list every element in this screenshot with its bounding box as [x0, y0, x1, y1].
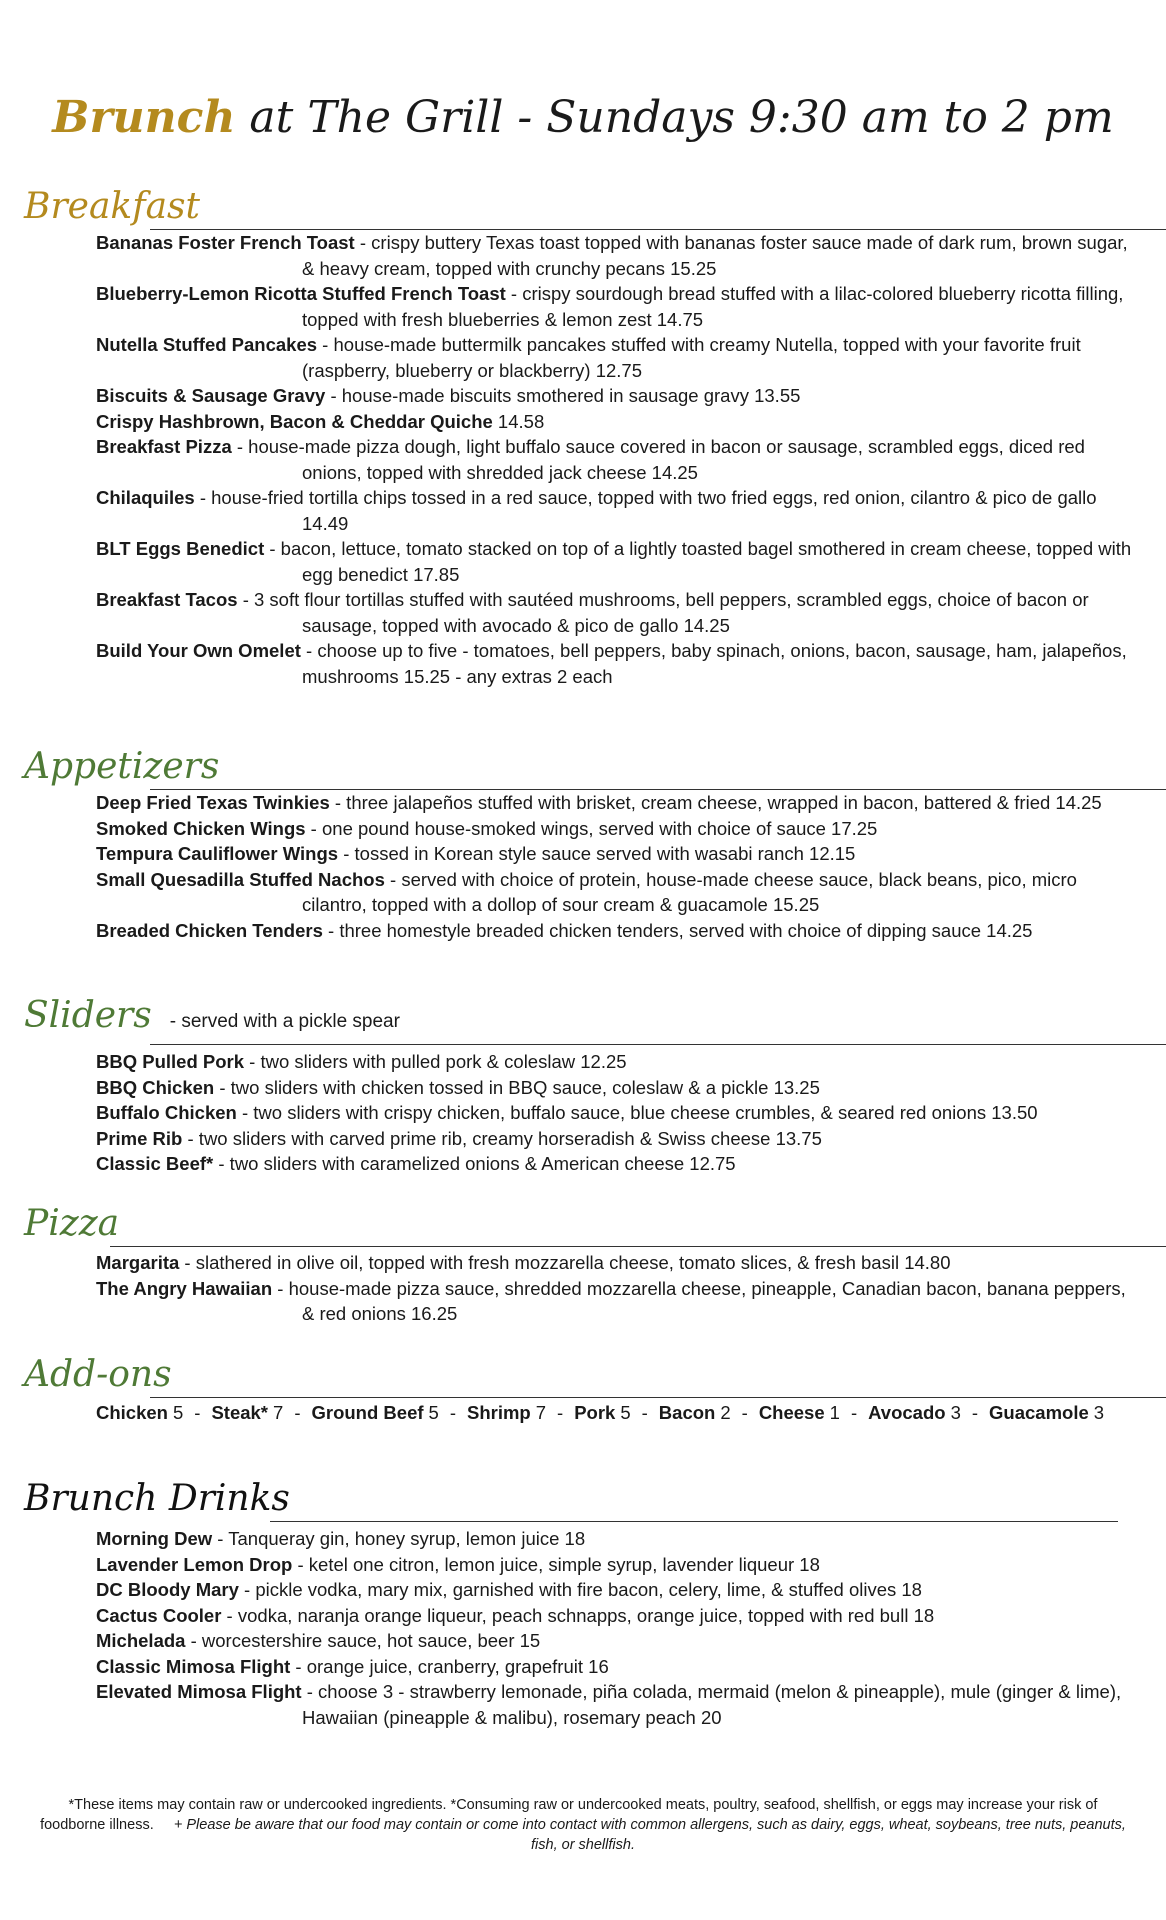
appetizers-list: [0, 790, 1166, 943]
item-description: - two sliders with carved prime rib, creamy horseradish & Swiss cheese 13.75: [182, 1127, 822, 1149]
item-description: - worcestershire sauce, hot sauce, beer 15: [185, 1630, 541, 1651]
menu-item: [96, 409, 1136, 435]
item-description: - served with choice of protein, house-made cheese sauce, black beans, pico, micro cilantro, topped with a dollop of sour cream & guacamole 15.25: [302, 868, 1077, 915]
addon-separator: -: [741, 1402, 748, 1423]
item-description: - two sliders with pulled pork & coleslaw 12.25: [244, 1051, 627, 1072]
menu-item: [96, 1628, 1136, 1654]
addon-price: 5: [172, 1402, 184, 1423]
item-description: - three homestyle breaded chicken tenders, served with choice of dipping sauce 14.25: [322, 919, 1033, 941]
item-description: - one pound house-smoked wings, served with choice of sauce 17.25: [305, 817, 878, 839]
item-description: - house-fried tortilla chips tossed in a red sauce, topped with two fried eggs, red onion, cilantro & pico de gallo 14.49: [194, 487, 1097, 534]
addon-price: 7: [535, 1402, 547, 1423]
item-name: Small Quesadilla Stuffed Nachos: [96, 868, 385, 890]
addon-price: 5: [428, 1402, 439, 1423]
item-name: Buffalo Chicken: [96, 1102, 237, 1123]
item-description: - three jalapeños stuffed with brisket, cream cheese, wrapped in bacon, battered & fried 14.25: [329, 792, 1102, 813]
item-name: Biscuits & Sausage Gravy: [96, 385, 326, 406]
breakfast-list: [0, 230, 1166, 689]
item-name: Nutella Stuffed Pancakes: [96, 334, 318, 355]
addon-name: Pork: [574, 1402, 616, 1423]
menu-item: [96, 1654, 1136, 1680]
menu-item: [96, 1075, 1136, 1101]
item-description: - house-made buttermilk pancakes stuffed with creamy Nutella, topped with your favorite fruit (raspberry, blueberry or blackberry) 12.75: [302, 334, 1081, 381]
menu-item: [96, 587, 1136, 638]
addons-heading: Add-ons: [24, 1354, 172, 1395]
divider: [150, 1397, 1166, 1398]
item-name: Smoked Chicken Wings: [96, 817, 306, 839]
item-description: - pickle vodka, mary mix, garnished with fire bacon, celery, lime, & stuffed olives 18: [238, 1579, 922, 1600]
item-name: Breakfast Pizza: [96, 436, 232, 457]
addon-name: Steak*: [211, 1402, 269, 1423]
addon-separator: -: [557, 1402, 564, 1423]
menu-item: [96, 1049, 1136, 1075]
menu-item: [96, 1552, 1136, 1578]
item-name: Classic Mimosa Flight: [96, 1655, 291, 1677]
item-description: - 3 soft flour tortillas stuffed with sautéed mushrooms, bell peppers, scrambled eggs, choice of bacon or sausage, topped with avocado & pico de gallo 14.25: [237, 589, 1089, 636]
item-name: Margarita: [96, 1252, 180, 1273]
item-description: - tossed in Korean style sauce served with wasabi ranch 12.15: [338, 843, 856, 864]
item-name: The Angry Hawaiian: [96, 1277, 273, 1299]
menu-item: [96, 1679, 1136, 1730]
breakfast-heading: Breakfast: [24, 186, 200, 227]
item-name: Chilaquiles: [96, 487, 195, 508]
addon-name: Avocado: [868, 1402, 946, 1423]
item-name: Lavender Lemon Drop: [96, 1553, 293, 1575]
divider: [150, 1044, 1166, 1045]
divider: [150, 229, 1166, 230]
menu-item: [96, 816, 1136, 842]
item-name: Deep Fried Texas Twinkies: [96, 792, 330, 813]
item-name: Tempura Cauliflower Wings: [96, 843, 339, 864]
item-description: - Tanqueray gin, honey syrup, lemon juice 18: [212, 1528, 586, 1549]
addon-separator: -: [194, 1402, 201, 1423]
menu-item: [96, 332, 1136, 383]
drinks-list: [0, 1526, 1166, 1730]
item-description: - house-made pizza dough, light buffalo sauce covered in bacon or sausage, scrambled eggs, diced red onions, topped with shredded jack cheese 14.25: [231, 436, 1085, 483]
addon-price: 5: [620, 1402, 631, 1423]
menu-item: [96, 1126, 1136, 1152]
item-name: BBQ Pulled Pork: [96, 1051, 245, 1072]
item-description: - bacon, lettuce, tomato stacked on top of a lightly toasted bagel smothered in cream cheese, topped with egg benedict 17.85: [264, 538, 1132, 585]
addon-separator: -: [971, 1402, 979, 1423]
addons-row: [96, 1400, 1166, 1426]
item-description: - ketel one citron, lemon juice, simple syrup, lavender liqueur 18: [292, 1553, 820, 1575]
item-name: Blueberry-Lemon Ricotta Stuffed French Toast: [96, 283, 506, 304]
disclaimer-raw: *These items may contain raw or undercooked ingredients. *Consuming raw or undercooked meats, poultry, seafood, shellfish, or eggs may increase your risk of foodborne illness.: [40, 1797, 1098, 1833]
item-name: BLT Eggs Benedict: [96, 538, 265, 559]
addon-separator: -: [294, 1402, 301, 1423]
item-description: - two sliders with chicken tossed in BBQ sauce, coleslaw & a pickle 13.25: [214, 1076, 820, 1098]
item-name: Elevated Mimosa Flight: [96, 1681, 302, 1702]
addons-section: [0, 1352, 1166, 1426]
addon-price: 3: [1093, 1402, 1105, 1423]
menu-item: [96, 485, 1136, 536]
item-description: - orange juice, cranberry, grapefruit 16: [290, 1655, 609, 1677]
item-description: - house-made biscuits smothered in sausage gravy 13.55: [325, 385, 801, 406]
item-description: - house-made pizza sauce, shredded mozzarella cheese, pineapple, Canadian bacon, banana peppers, & red onions 16.25: [272, 1277, 1126, 1324]
item-name: BBQ Chicken: [96, 1076, 215, 1098]
item-description: - vodka, naranja orange liqueur, peach schnapps, orange juice, topped with red bull 18: [221, 1604, 935, 1626]
divider: [110, 1246, 1166, 1247]
addon-price: 3: [950, 1402, 961, 1423]
addon-name: Shrimp: [466, 1402, 531, 1423]
item-description: - crispy buttery Texas toast topped with bananas foster sauce made of dark rum, brown sugar, & heavy cream, topped with crunchy pecans 15.25: [302, 232, 1128, 279]
menu-item: [96, 383, 1136, 409]
addon-price: 2: [720, 1402, 731, 1423]
divider: [270, 1521, 1118, 1522]
sliders-list: [0, 1049, 1166, 1177]
menu-item: [96, 867, 1136, 918]
item-name: Michelada: [96, 1630, 186, 1651]
pizza-list: [0, 1250, 1166, 1327]
divider: [150, 789, 1166, 790]
item-name: Prime Rib: [96, 1127, 183, 1149]
menu-item: [96, 1151, 1136, 1177]
title-accent: Brunch: [52, 92, 236, 143]
addon-separator: -: [641, 1402, 648, 1423]
menu-item: [96, 434, 1136, 485]
drinks-section: [0, 1476, 1166, 1730]
page-title: [0, 92, 1166, 143]
item-name: Classic Beef*: [96, 1153, 214, 1174]
drinks-heading: Brunch Drinks: [24, 1478, 290, 1519]
menu-item: [96, 638, 1136, 689]
menu-item: [96, 790, 1136, 816]
appetizers-section: [0, 744, 1166, 943]
appetizers-heading: Appetizers: [24, 746, 220, 787]
menu-item: [96, 281, 1136, 332]
item-name: Bananas Foster French Toast: [96, 232, 355, 253]
sliders-heading: Sliders: [24, 995, 152, 1036]
sliders-note: - served with a pickle spear: [169, 1011, 400, 1032]
item-description: - choose 3 - strawberry lemonade, piña colada, mermaid (melon & pineapple), mule (ginger & lime), Hawaiian (pineapple & malibu), rosemary peach 20: [301, 1681, 1122, 1728]
addon-name: Bacon: [658, 1402, 716, 1423]
menu-item: [96, 1603, 1136, 1629]
menu-item: [96, 1526, 1136, 1552]
menu-item: [96, 230, 1136, 281]
disclaimer: [40, 1795, 1126, 1855]
addon-name: Guacamole: [989, 1402, 1089, 1423]
item-name: Breakfast Tacos: [96, 589, 238, 610]
menu-item: [96, 841, 1136, 867]
item-description: - choose up to five - tomatoes, bell peppers, baby spinach, onions, bacon, sausage, ham, jalapeños, mushrooms 15.25 - any extras 2 each: [300, 640, 1127, 687]
addon-name: Cheese: [758, 1402, 825, 1423]
item-name: Build Your Own Omelet: [96, 640, 301, 661]
addon-price: 7: [273, 1402, 284, 1423]
addon-separator: -: [850, 1402, 858, 1423]
addon-name: Ground Beef: [311, 1402, 424, 1423]
menu-item: [96, 1276, 1136, 1327]
item-description: - two sliders with crispy chicken, buffalo sauce, blue cheese crumbles, & seared red onions 13.50: [236, 1102, 1038, 1123]
pizza-heading: Pizza: [24, 1203, 120, 1244]
pizza-section: [0, 1201, 1166, 1327]
item-name: Cactus Cooler: [96, 1604, 222, 1626]
disclaimer-allergens: + Please be aware that our food may contain or come into contact with common allergens, such as dairy, eggs, wheat, soybeans, tree nuts, peanuts, fish, or shellfish.: [173, 1817, 1126, 1853]
menu-item: [96, 918, 1136, 944]
item-description: 14.58: [492, 410, 545, 432]
menu-item: [96, 1100, 1136, 1126]
item-name: Crispy Hashbrown, Bacon & Cheddar Quiche: [96, 410, 493, 432]
menu-item: [96, 536, 1136, 587]
addon-price: 1: [829, 1402, 840, 1423]
addon-name: Chicken: [96, 1402, 168, 1423]
breakfast-section: [0, 184, 1166, 689]
item-name: Morning Dew: [96, 1528, 213, 1549]
menu-item: [96, 1577, 1136, 1603]
sliders-section: [0, 995, 1166, 1177]
menu-item: [96, 1250, 1136, 1276]
item-description: - two sliders with caramelized onions & American cheese 12.75: [213, 1153, 736, 1174]
item-description: - crispy sourdough bread stuffed with a lilac-colored blueberry ricotta filling, topped with fresh blueberries & lemon zest 14.75: [302, 283, 1124, 330]
item-name: Breaded Chicken Tenders: [96, 919, 323, 941]
item-description: - slathered in olive oil, topped with fresh mozzarella cheese, tomato slices, & fresh basil 14.80: [179, 1252, 951, 1273]
title-rest: at The Grill - Sundays 9:30 am to 2 pm: [235, 92, 1114, 143]
item-name: DC Bloody Mary: [96, 1579, 239, 1600]
addon-separator: -: [449, 1402, 456, 1423]
